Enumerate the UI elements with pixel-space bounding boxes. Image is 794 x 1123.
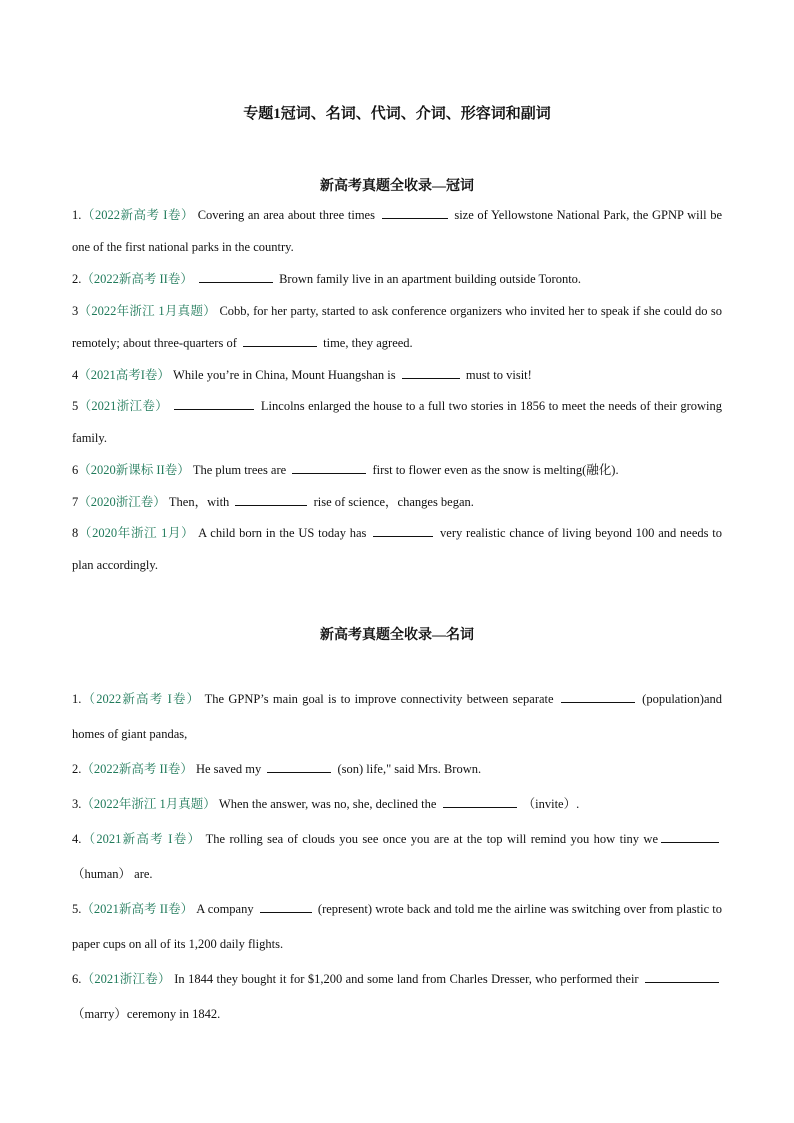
answer-blank[interactable] bbox=[382, 206, 448, 219]
question-source: （2021高考I卷） bbox=[78, 368, 170, 382]
answer-blank[interactable] bbox=[292, 461, 366, 474]
question-source: （2021浙江卷） bbox=[78, 399, 169, 413]
question-source: （2021浙江卷） bbox=[81, 972, 171, 986]
answer-blank[interactable] bbox=[260, 900, 312, 913]
question-source: （2022新高考 II卷） bbox=[81, 272, 193, 286]
question-articles-6: 6（2020新课标 II卷） The plum trees are first to flower even as the snow is melting(融化). bbox=[72, 463, 619, 477]
question-source: （2022新高考 I卷） bbox=[81, 208, 195, 222]
question-source: （2021新高考 I卷） bbox=[81, 832, 202, 846]
question-articles-7: 7（2020浙江卷） Then，with rise of science，changes began. bbox=[72, 495, 474, 509]
page-title: 专题1冠词、名词、代词、介词、形容词和副词 bbox=[243, 106, 551, 122]
question-articles-1: 1.（2022新高考 I卷） Covering an area about three times size of Yellowstone National Park, the GPNP will be one of the first national parks in the country. bbox=[72, 208, 723, 254]
answer-blank[interactable] bbox=[243, 334, 317, 347]
question-source: （2022新高考 I卷） bbox=[81, 692, 201, 706]
question-source: （2021新高考 II卷） bbox=[81, 902, 194, 916]
answer-blank[interactable] bbox=[443, 795, 517, 808]
answer-blank[interactable] bbox=[199, 270, 273, 283]
question-source: （2020浙江卷） bbox=[78, 495, 166, 509]
question-nouns-5: 5.（2021新高考 II卷） A company (represent) wrote back and told me the airline was switching over from plastic to paper cups on all of its 1,200 daily flights. bbox=[72, 902, 722, 951]
section-title-articles: 新高考真题全收录—冠词 bbox=[320, 179, 474, 194]
answer-blank[interactable] bbox=[661, 830, 719, 843]
question-source: （2020年浙江 1月） bbox=[78, 526, 195, 540]
section-title-nouns: 新高考真题全收录—名词 bbox=[320, 628, 474, 643]
answer-blank[interactable] bbox=[235, 493, 307, 506]
question-nouns-1: 1.（2022新高考 I卷） The GPNP’s main goal is to improve connectivity between separate (population)and homes of giant pandas, bbox=[72, 692, 723, 741]
answer-blank[interactable] bbox=[561, 690, 635, 703]
answer-blank[interactable] bbox=[645, 970, 719, 983]
question-articles-4: 4（2021高考I卷） While you’re in China, Mount Huangshan is must to visit! bbox=[72, 368, 532, 382]
question-articles-5: 5（2021浙江卷） Lincolns enlarged the house to a full two stories in 1856 to meet the needs of their growing family. bbox=[72, 399, 722, 445]
question-nouns-3: 3.（2022年浙江 1月真题） When the answer, was no, she, declined the （invite）. bbox=[72, 797, 580, 811]
question-nouns-6: 6.（2021浙江卷） In 1844 they bought it for $1,200 and some land from Charles Dresser, who performed their （marry）ceremony in 1842. bbox=[72, 962, 722, 1032]
question-source: （2022年浙江 1月真题） bbox=[78, 304, 217, 318]
answer-blank[interactable] bbox=[267, 760, 331, 773]
question-nouns-2: 2.（2022新高考 II卷） He saved my (son) life," said Mrs. Brown. bbox=[72, 762, 482, 776]
question-articles-2: 2.（2022新高考 II卷） Brown family live in an apartment building outside Toronto. bbox=[72, 272, 582, 286]
question-source: （2022年浙江 1月真题） bbox=[81, 797, 216, 811]
answer-blank[interactable] bbox=[174, 397, 254, 410]
question-articles-3: 3（2022年浙江 1月真题） Cobb, for her party, started to ask conference organizers who invited her to speak if she could do so remotely; about three-quarters of time, they agreed. bbox=[72, 304, 723, 350]
answer-blank[interactable] bbox=[373, 524, 433, 537]
question-source: （2020新课标 II卷） bbox=[78, 463, 190, 477]
question-articles-8: 8（2020年浙江 1月） A child born in the US today has very realistic chance of living beyond 100 and needs to plan accordingly. bbox=[72, 526, 723, 572]
question-nouns-4: 4.（2021新高考 I卷） The rolling sea of clouds you see once you are at the top will remind you how tiny we（human） are. bbox=[72, 822, 722, 892]
answer-blank[interactable] bbox=[402, 366, 460, 379]
question-source: （2022新高考 II卷） bbox=[81, 762, 193, 776]
